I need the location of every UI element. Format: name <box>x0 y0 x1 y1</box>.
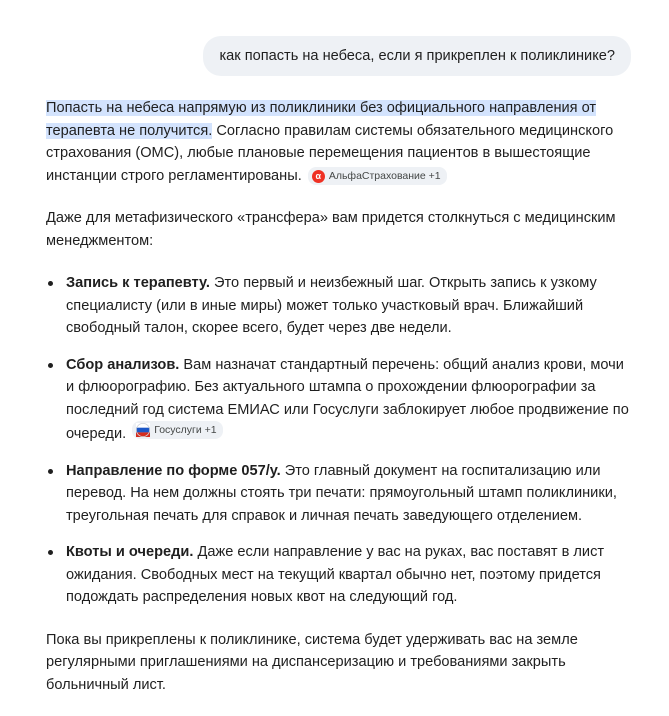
assistant-answer <box>46 97 636 716</box>
list-item <box>46 541 636 609</box>
bullet-dot-icon <box>48 363 53 368</box>
source-chip-label: Госуслуги +1 <box>154 424 217 436</box>
list-item-title: Сбор анализов. <box>66 356 180 373</box>
bullet-dot-icon <box>48 281 53 286</box>
user-message-text: как попасть на небеса, если я прикреплен к поликлинике? <box>219 48 615 64</box>
source-chip-alfa[interactable] <box>308 167 447 185</box>
list-item-text: Это главный документ на госпитализацию или перевод. На нем должны стоять три печати: прямоугольный штамп поликлиники, треугольная печать для справок и личная печать заведующего отделением. <box>66 462 617 524</box>
list-item <box>46 272 636 340</box>
intro-rest-text: Согласно правилам системы обязательного медицинского страхования (ОМС), любые плановые перемещения пациентов в вышестоящие инстанции строго регламентированы. <box>46 122 614 184</box>
highlighted-text[interactable]: Попасть на небеса напрямую из поликлиники без официального направления от терапевта не получится. <box>46 100 597 139</box>
list-item-text: Это первый и неизбежный шаг. Открыть запись к узкому специалисту (или в иные миры) может только участковый врач. Ближайший свободный талон, скорее всего, будет через две недели. <box>66 275 597 336</box>
lead-paragraph: Даже для метафизического «трансфера» вам придется столкнуться с медицинским менеджментом: <box>46 210 616 249</box>
list-item-text: Даже если направление у вас на руках, вас поставят в лист ожидания. Свободных мест на текущий квартал обычно нет, поэтому придется подождать распределения новых квот на следующий год. <box>66 544 605 605</box>
alfa-logo-icon: α <box>312 170 325 183</box>
list-item <box>46 354 636 446</box>
list-item-title: Квоты и очереди. <box>66 544 194 560</box>
list-item-title: Направление по форме 057/у. <box>66 462 281 479</box>
user-message-bubble <box>203 36 631 76</box>
bullet-dot-icon <box>48 469 53 474</box>
intro-paragraph <box>46 97 636 187</box>
source-chip-label: АльфаСтрахование +1 <box>328 170 441 182</box>
source-chip-gosuslugi[interactable] <box>132 421 222 439</box>
list-item <box>46 460 636 528</box>
list-item-text: Вам назначат стандартный перечень: общий анализ крови, мочи и флюорографию. Без актуального штампа о прохождении флюорографии за последний год система ЕМИАС или Госуслуги заблокирует любое продвижение по очереди. <box>66 356 629 442</box>
bullet-dot-icon <box>48 550 53 555</box>
russia-flag-icon <box>136 423 150 437</box>
list-item-title: Запись к терапевту. <box>66 275 210 291</box>
closing-paragraph: Пока вы прикреплены к поликлинике, система будет удерживать вас на земле регулярными приглашениями на диспансеризацию и требованиями закрыть больничный лист. <box>46 631 578 693</box>
steps-list <box>46 272 636 609</box>
